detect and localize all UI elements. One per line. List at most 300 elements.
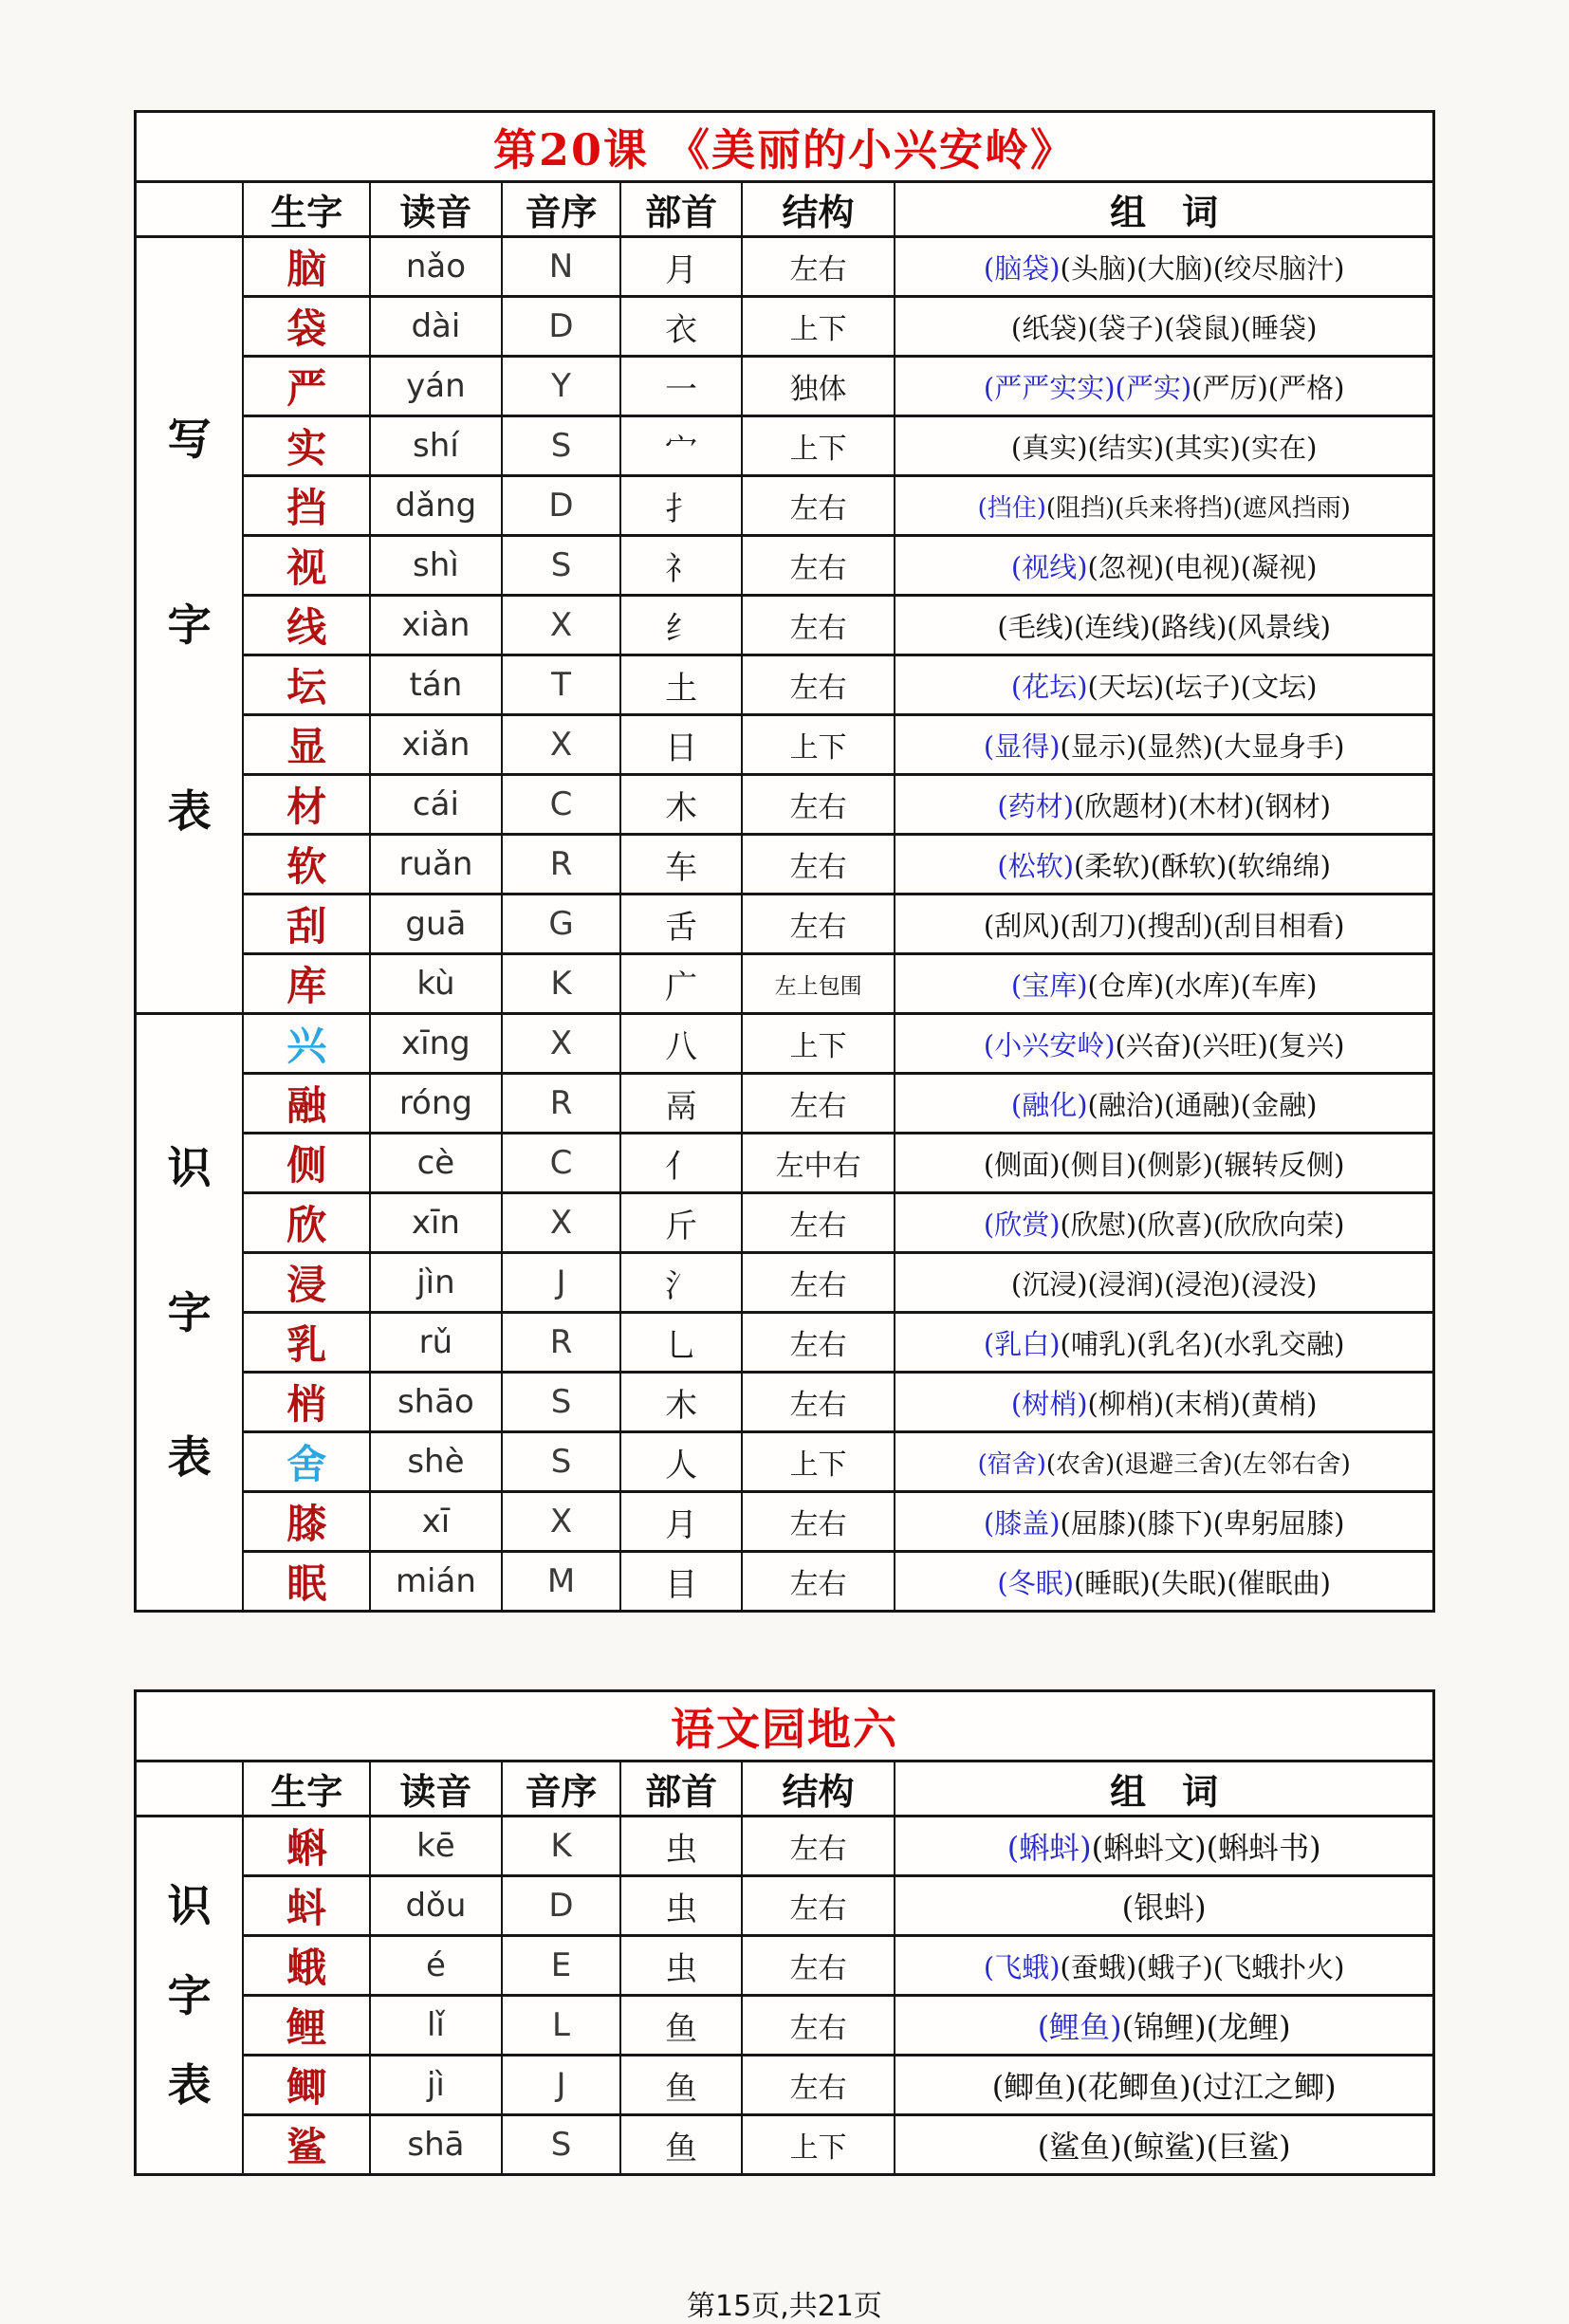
structure-cell: 左右: [742, 655, 895, 715]
table-row: [136, 237, 1434, 297]
char-cell: 融: [243, 1074, 370, 1134]
word-item: (鲫鱼): [991, 2069, 1077, 2105]
words-cell: [895, 2056, 1433, 2115]
char-cell: 库: [243, 954, 370, 1014]
char-cell: 兴: [243, 1014, 370, 1074]
initial-cell: S: [502, 2115, 621, 2175]
initial-cell: X: [502, 715, 621, 775]
word-item: (宝库): [1010, 968, 1088, 1002]
table-row: [136, 835, 1434, 895]
column-header: 部首: [620, 182, 741, 237]
pinyin-cell: kù: [370, 954, 501, 1014]
words-cell: [895, 596, 1433, 655]
radical-cell: 纟: [620, 596, 741, 655]
words-cell: [895, 1074, 1433, 1134]
words-cell: [895, 536, 1433, 596]
char-cell: 浸: [243, 1253, 370, 1313]
word-item: (脑袋): [983, 251, 1061, 285]
char-cell: 鲨: [243, 2115, 370, 2175]
pinyin-cell: dǒu: [370, 1876, 501, 1936]
initial-cell: R: [502, 835, 621, 895]
word-item: (浸泡): [1164, 1267, 1241, 1300]
char-cell: 蛾: [243, 1936, 370, 1996]
radical-cell: 衣: [620, 297, 741, 357]
group-label-char: 字: [167, 1286, 212, 1338]
char-cell: 线: [243, 596, 370, 655]
word-item: (严严实实): [983, 371, 1116, 404]
words-cell: [895, 297, 1433, 357]
word-item: (融洽): [1087, 1088, 1165, 1121]
char-cell: 侧: [243, 1134, 370, 1193]
table-row: [136, 596, 1434, 655]
table-row: [136, 1936, 1434, 1996]
table-row: [136, 1074, 1434, 1134]
pinyin-cell: kē: [370, 1817, 501, 1876]
words-cell: [895, 1014, 1433, 1074]
radical-cell: 乚: [620, 1313, 741, 1373]
word-item: (欣欣向荣): [1212, 1208, 1345, 1241]
radical-cell: 目: [620, 1552, 741, 1612]
char-cell: 脑: [243, 237, 370, 297]
word-item: (膝下): [1136, 1506, 1213, 1540]
word-item: (蛾子): [1136, 1950, 1213, 1983]
radical-cell: 虫: [620, 1817, 741, 1876]
word-item: (显然): [1136, 729, 1213, 763]
word-item: (浸润): [1087, 1267, 1165, 1300]
vocab-table: [134, 110, 1435, 1613]
word-item: (睡袋): [1240, 311, 1318, 344]
word-item: (黄梢): [1240, 1387, 1318, 1420]
word-item: (搜刮): [1136, 909, 1213, 942]
words-cell: [895, 895, 1433, 954]
word-item: (忽视): [1087, 550, 1165, 583]
words-cell: [895, 954, 1433, 1014]
words-cell: [895, 1253, 1433, 1313]
structure-cell: 左右: [742, 1074, 895, 1134]
char-cell: 眠: [243, 1552, 370, 1612]
initial-cell: R: [502, 1313, 621, 1373]
word-item: (挡住): [977, 493, 1046, 523]
radical-cell: 扌: [620, 476, 741, 536]
word-item: (大脑): [1136, 251, 1213, 285]
word-item: (侧目): [1060, 1148, 1137, 1181]
words-cell: [895, 1432, 1433, 1492]
table-row: [136, 655, 1434, 715]
initial-cell: C: [502, 775, 621, 835]
char-cell: 鲫: [243, 2056, 370, 2115]
pinyin-cell: shāo: [370, 1373, 501, 1432]
table-row: [136, 1432, 1434, 1492]
word-item: (失眠): [1150, 1566, 1228, 1599]
pinyin-cell: cái: [370, 775, 501, 835]
word-item: (钢材): [1254, 789, 1331, 822]
radical-cell: 鱼: [620, 2115, 741, 2175]
initial-cell: M: [502, 1552, 621, 1612]
column-header: 读音: [370, 182, 501, 237]
word-item: (显得): [983, 729, 1061, 763]
structure-cell: 左右: [742, 1313, 895, 1373]
group-label-cell: [136, 1817, 244, 2175]
structure-cell: 左右: [742, 2056, 895, 2115]
group-label-char: 字: [167, 1969, 212, 2021]
structure-cell: 左右: [742, 1492, 895, 1552]
char-cell: 材: [243, 775, 370, 835]
words-cell: [895, 655, 1433, 715]
group-label-char: 字: [167, 599, 212, 651]
word-item: (膝盖): [983, 1506, 1061, 1540]
word-item: (坛子): [1164, 670, 1241, 703]
word-item: (侧面): [983, 1148, 1061, 1181]
table-row: [136, 357, 1434, 416]
word-item: (小兴安岭): [983, 1028, 1116, 1061]
radical-cell: 亻: [620, 1134, 741, 1193]
radical-cell: 日: [620, 715, 741, 775]
word-item: (树梢): [1010, 1387, 1088, 1420]
char-cell: 乳: [243, 1313, 370, 1373]
structure-cell: 左右: [742, 536, 895, 596]
word-item: (严厉): [1191, 371, 1268, 404]
word-item: (过江之鲫): [1191, 2069, 1337, 2105]
words-cell: [895, 2115, 1433, 2175]
radical-cell: 一: [620, 357, 741, 416]
word-item: (金融): [1240, 1088, 1318, 1121]
word-item: (飞蛾): [983, 1950, 1061, 1983]
table-row: [136, 715, 1434, 775]
char-cell: 蚪: [243, 1876, 370, 1936]
word-item: (锦鲤): [1121, 2009, 1207, 2045]
column-header: 生字: [243, 182, 370, 237]
word-item: (结实): [1087, 431, 1165, 464]
structure-cell: 左右: [742, 1936, 895, 1996]
radical-cell: 鱼: [620, 1996, 741, 2056]
page-footer: 第15页,共21页: [687, 2290, 882, 2323]
column-header: 生字: [243, 1761, 370, 1817]
initial-cell: K: [502, 954, 621, 1014]
initial-cell: D: [502, 1876, 621, 1936]
initial-cell: J: [502, 1253, 621, 1313]
column-header: 音序: [502, 182, 621, 237]
radical-cell: 鱼: [620, 2056, 741, 2115]
group-label-char: 写: [167, 414, 212, 465]
char-cell: 视: [243, 536, 370, 596]
char-cell: 实: [243, 416, 370, 476]
char-cell: 严: [243, 357, 370, 416]
words-cell: [895, 1936, 1433, 1996]
char-cell: 挡: [243, 476, 370, 536]
initial-cell: D: [502, 297, 621, 357]
table-row: [136, 2056, 1434, 2115]
words-cell: [895, 1134, 1433, 1193]
group-label: [137, 1045, 242, 1580]
char-cell: 袋: [243, 297, 370, 357]
word-item: (风景线): [1227, 610, 1331, 643]
column-header: 结构: [742, 182, 895, 237]
initial-cell: J: [502, 2056, 621, 2115]
structure-cell: 左右: [742, 596, 895, 655]
radical-cell: 八: [620, 1014, 741, 1074]
char-cell: 鲤: [243, 1996, 370, 2056]
word-item: (兴旺): [1191, 1028, 1268, 1061]
pinyin-cell: xīng: [370, 1014, 501, 1074]
initial-cell: G: [502, 895, 621, 954]
word-item: (飞蛾扑火): [1212, 1950, 1345, 1983]
structure-cell: 上下: [742, 1014, 895, 1074]
word-item: (软绵绵): [1227, 849, 1331, 882]
char-cell: 显: [243, 715, 370, 775]
word-item: (路线): [1150, 610, 1228, 643]
word-item: (欣题材): [1074, 789, 1178, 822]
words-cell: [895, 1876, 1433, 1936]
word-item: (绞尽脑汁): [1212, 251, 1345, 285]
group-label-char: 表: [167, 785, 212, 837]
word-item: (农舍): [1045, 1449, 1116, 1479]
table-row: [136, 1313, 1434, 1373]
word-item: (蝌蚪): [1006, 1830, 1092, 1866]
word-item: (睡眠): [1074, 1566, 1151, 1599]
structure-cell: 左右: [742, 775, 895, 835]
char-cell: 欣: [243, 1193, 370, 1253]
table-row: [136, 1552, 1434, 1612]
radical-cell: 月: [620, 237, 741, 297]
word-item: (冬眠): [997, 1566, 1075, 1599]
word-item: (蝌蚪文): [1091, 1830, 1207, 1866]
words-cell: [895, 835, 1433, 895]
initial-cell: T: [502, 655, 621, 715]
table-title: 语文园地六: [136, 1691, 1434, 1761]
pinyin-cell: xīn: [370, 1193, 501, 1253]
radical-cell: 人: [620, 1432, 741, 1492]
word-item: (侧影): [1136, 1148, 1213, 1181]
word-item: (松软): [997, 849, 1075, 882]
structure-cell: 左右: [742, 1552, 895, 1612]
pinyin-cell: dài: [370, 297, 501, 357]
initial-cell: L: [502, 1996, 621, 2056]
structure-cell: 上下: [742, 1432, 895, 1492]
initial-cell: S: [502, 1432, 621, 1492]
word-item: (辗转反侧): [1212, 1148, 1345, 1181]
initial-cell: X: [502, 1492, 621, 1552]
word-item: (视线): [1010, 550, 1088, 583]
pinyin-cell: jì: [370, 2056, 501, 2115]
radical-cell: 宀: [620, 416, 741, 476]
structure-cell: 左右: [742, 1996, 895, 2056]
pinyin-cell: xī: [370, 1492, 501, 1552]
table-row: [136, 954, 1434, 1014]
word-item: (头脑): [1060, 251, 1137, 285]
column-header: 组 词: [895, 1761, 1433, 1817]
structure-cell: 上下: [742, 416, 895, 476]
table-row: [136, 1193, 1434, 1253]
structure-cell: 独体: [742, 357, 895, 416]
word-item: (兴奋): [1115, 1028, 1192, 1061]
word-item: (木材): [1177, 789, 1255, 822]
structure-cell: 左右: [742, 895, 895, 954]
word-item: (其实): [1164, 431, 1241, 464]
words-cell: [895, 1817, 1433, 1876]
structure-cell: 左右: [742, 1876, 895, 1936]
structure-cell: 上下: [742, 715, 895, 775]
word-item: (酥软): [1150, 849, 1228, 882]
word-item: (融化): [1010, 1088, 1088, 1121]
char-cell: 坛: [243, 655, 370, 715]
pinyin-cell: é: [370, 1936, 501, 1996]
char-cell: 膝: [243, 1492, 370, 1552]
pinyin-cell: shè: [370, 1432, 501, 1492]
word-item: (鲸鲨): [1121, 2129, 1207, 2165]
char-cell: 刮: [243, 895, 370, 954]
pinyin-cell: róng: [370, 1074, 501, 1134]
word-item: (兵来将挡): [1115, 493, 1233, 523]
word-item: (大显身手): [1212, 729, 1345, 763]
column-header: 组 词: [895, 182, 1433, 237]
pinyin-cell: ruǎn: [370, 835, 501, 895]
words-cell: [895, 1373, 1433, 1432]
initial-cell: S: [502, 416, 621, 476]
char-cell: 舍: [243, 1432, 370, 1492]
words-cell: [895, 775, 1433, 835]
radical-cell: 土: [620, 655, 741, 715]
word-item: (仓库): [1087, 968, 1165, 1002]
word-item: (通融): [1164, 1088, 1241, 1121]
word-item: (实在): [1240, 431, 1318, 464]
pinyin-cell: cè: [370, 1134, 501, 1193]
group-label: [137, 1838, 242, 2153]
pinyin-cell: xiǎn: [370, 715, 501, 775]
word-item: (龙鲤): [1206, 2009, 1291, 2045]
word-item: (水库): [1164, 968, 1241, 1002]
word-item: (蚕蛾): [1060, 1950, 1137, 1983]
words-cell: [895, 715, 1433, 775]
words-cell: [895, 476, 1433, 536]
initial-cell: S: [502, 1373, 621, 1432]
structure-cell: 左右: [742, 476, 895, 536]
pinyin-cell: mián: [370, 1552, 501, 1612]
table-row: [136, 775, 1434, 835]
column-header: 音序: [502, 1761, 621, 1817]
word-item: (巨鲨): [1206, 2129, 1291, 2165]
radical-cell: 氵: [620, 1253, 741, 1313]
radical-cell: 礻: [620, 536, 741, 596]
word-item: (遮风挡雨): [1232, 493, 1351, 523]
words-cell: [895, 1552, 1433, 1612]
radical-cell: 木: [620, 775, 741, 835]
table-row: [136, 2115, 1434, 2175]
pinyin-cell: tán: [370, 655, 501, 715]
initial-cell: X: [502, 1193, 621, 1253]
pinyin-cell: xiàn: [370, 596, 501, 655]
structure-cell: 左右: [742, 1253, 895, 1313]
radical-cell: 木: [620, 1373, 741, 1432]
word-item: (卑躬屈膝): [1212, 1506, 1345, 1540]
initial-cell: N: [502, 237, 621, 297]
radical-cell: 鬲: [620, 1074, 741, 1134]
radical-cell: 月: [620, 1492, 741, 1552]
group-label-char: 识: [167, 1880, 212, 1931]
word-item: (鲨鱼): [1037, 2129, 1122, 2165]
words-cell: [895, 416, 1433, 476]
word-item: (花坛): [1010, 670, 1088, 703]
pinyin-cell: lǐ: [370, 1996, 501, 2056]
structure-cell: 左中右: [742, 1134, 895, 1193]
word-item: (沉浸): [1010, 1267, 1088, 1300]
vocab-table: [134, 1689, 1435, 2176]
char-cell: 梢: [243, 1373, 370, 1432]
structure-cell: 左右: [742, 835, 895, 895]
words-cell: [895, 1313, 1433, 1373]
word-item: (乳白): [983, 1327, 1061, 1360]
structure-cell: 左右: [742, 237, 895, 297]
initial-cell: K: [502, 1817, 621, 1876]
word-item: (屈膝): [1060, 1506, 1137, 1540]
word-item: (天坛): [1087, 670, 1165, 703]
group-label-char: 表: [167, 2059, 212, 2111]
word-item: (袋鼠): [1164, 311, 1241, 344]
pinyin-cell: rǔ: [370, 1313, 501, 1373]
structure-cell: 上下: [742, 297, 895, 357]
pinyin-cell: dǎng: [370, 476, 501, 536]
table-row: [136, 476, 1434, 536]
initial-cell: X: [502, 1014, 621, 1074]
word-item: (乳名): [1136, 1327, 1213, 1360]
initial-cell: C: [502, 1134, 621, 1193]
pinyin-cell: shí: [370, 416, 501, 476]
group-label-cell: [136, 1014, 244, 1612]
structure-cell: 左右: [742, 1817, 895, 1876]
word-item: (刮风): [983, 909, 1061, 942]
word-item: (刮目相看): [1212, 909, 1345, 942]
radical-cell: 斤: [620, 1193, 741, 1253]
table-row: [136, 1817, 1434, 1876]
table-row: [136, 895, 1434, 954]
word-item: (药材): [997, 789, 1075, 822]
word-item: (欣慰): [1060, 1208, 1137, 1241]
structure-cell: 左上包围: [742, 954, 895, 1014]
word-item: (左邻右舍): [1232, 1449, 1351, 1479]
table-row: [136, 297, 1434, 357]
table-row: [136, 1492, 1434, 1552]
word-item: (真实): [1010, 431, 1088, 464]
initial-cell: R: [502, 1074, 621, 1134]
word-item: (鲤鱼): [1037, 2009, 1122, 2045]
word-item: (欣赏): [983, 1208, 1061, 1241]
words-cell: [895, 357, 1433, 416]
word-item: (毛线): [997, 610, 1075, 643]
group-label: [137, 275, 242, 975]
radical-cell: 车: [620, 835, 741, 895]
column-header: 部首: [620, 1761, 741, 1817]
word-item: (阻挡): [1045, 493, 1116, 523]
word-item: (水乳交融): [1212, 1327, 1345, 1360]
pinyin-cell: shì: [370, 536, 501, 596]
char-cell: 软: [243, 835, 370, 895]
header-corner: [136, 1761, 244, 1817]
initial-cell: Y: [502, 357, 621, 416]
table-row: [136, 1373, 1434, 1432]
word-item: (欣喜): [1136, 1208, 1213, 1241]
pinyin-cell: yán: [370, 357, 501, 416]
word-item: (花鲫鱼): [1076, 2069, 1191, 2105]
word-item: (宿舍): [977, 1449, 1046, 1479]
radical-cell: 舌: [620, 895, 741, 954]
table-row: [136, 1134, 1434, 1193]
group-label-char: 表: [167, 1431, 212, 1483]
words-cell: [895, 1996, 1433, 2056]
word-item: (袋子): [1087, 311, 1165, 344]
word-item: (退避三舍): [1115, 1449, 1233, 1479]
word-item: (银蚪): [1121, 1890, 1207, 1926]
initial-cell: S: [502, 536, 621, 596]
group-label-cell: [136, 237, 244, 1014]
